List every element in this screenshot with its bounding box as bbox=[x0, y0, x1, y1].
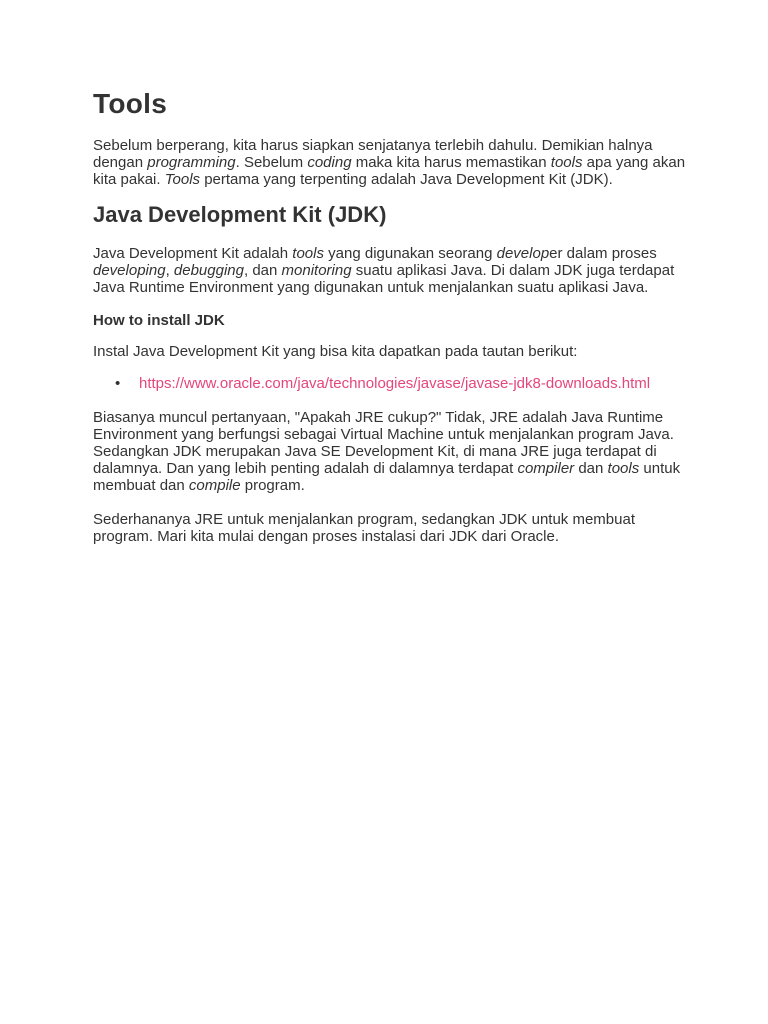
jre-question-paragraph bbox=[93, 409, 693, 494]
jdk-desc-text-1: Java Development Kit adalah bbox=[93, 245, 293, 262]
question-text-3: untuk membuat dan bbox=[93, 460, 681, 494]
question-text-1: Biasanya muncul pertanyaan, "Apakah JRE cukup?" Tidak, JRE adalah Java Runtime Environment yang berfungsi sebagai Virtual Machine untuk menjalankan program Java. Sedangkan JDK merupakan Java SE Development Kit, di mana JRE juga terdapat di dalamnya. Dan yang lebih penting adalah di dalamnya terdapat bbox=[93, 409, 674, 477]
download-link-list bbox=[93, 375, 693, 392]
jdk-desc-italic-4: debugging bbox=[173, 262, 244, 279]
intro-text-2: . Sebelum bbox=[235, 154, 308, 171]
document-page bbox=[93, 84, 693, 545]
intro-paragraph bbox=[93, 137, 693, 188]
install-heading: How to install JDK bbox=[93, 312, 225, 329]
jdk-heading: Java Development Kit (JDK) bbox=[93, 202, 387, 227]
intro-text-5: pertama yang terpenting adalah Java Development Kit (JDK). bbox=[200, 171, 613, 188]
intro-italic-3: tools bbox=[550, 154, 583, 171]
jdk-download-link[interactable]: https://www.oracle.com/java/technologies/javase/javase-jdk8-downloads.html bbox=[139, 375, 651, 392]
intro-text-3: maka kita harus memastikan bbox=[351, 154, 551, 171]
jdk-desc-italic-1: tools bbox=[292, 245, 324, 262]
question-italic-1: compiler bbox=[517, 460, 575, 477]
jdk-desc-italic-5: monitoring bbox=[281, 262, 352, 279]
jdk-desc-text-4: , bbox=[165, 262, 174, 279]
jdk-description-paragraph bbox=[93, 245, 693, 296]
jdk-desc-text-5: , dan bbox=[243, 262, 282, 279]
jdk-desc-text-3: er dalam proses bbox=[549, 245, 657, 262]
jdk-desc-text-2: yang digunakan seorang bbox=[323, 245, 497, 262]
question-italic-3: compile bbox=[188, 477, 241, 494]
install-intro-paragraph: Instal Java Development Kit yang bisa kita dapatkan pada tautan berikut: bbox=[93, 343, 578, 360]
intro-italic-2: coding bbox=[307, 154, 352, 171]
jdk-desc-italic-3: developing bbox=[93, 262, 166, 279]
intro-text-4: apa yang akan kita pakai. bbox=[93, 154, 686, 188]
bullet-icon: • bbox=[115, 375, 121, 392]
intro-italic-1: programming bbox=[147, 154, 236, 171]
list-item bbox=[93, 375, 693, 392]
intro-italic-4: Tools bbox=[164, 171, 201, 188]
question-text-2: dan bbox=[574, 460, 608, 477]
jdk-desc-italic-2: develop bbox=[496, 245, 550, 262]
summary-paragraph: Sederhananya JRE untuk menjalankan program, sedangkan JDK untuk membuat program. Mari kita mulai dengan proses instalasi dari JDK dari Oracle. bbox=[93, 511, 635, 545]
page-title: Tools bbox=[93, 88, 168, 119]
intro-text-1: Sebelum berperang, kita harus siapkan senjatanya terlebih dahulu. Demikian halnya dengan bbox=[93, 137, 653, 171]
question-italic-2: tools bbox=[607, 460, 640, 477]
jdk-desc-text-6: suatu aplikasi Java. Di dalam JDK juga terdapat Java Runtime Environment yang digunakan untuk menjalankan suatu aplikasi Java. bbox=[93, 262, 675, 296]
question-text-4: program. bbox=[240, 477, 305, 494]
